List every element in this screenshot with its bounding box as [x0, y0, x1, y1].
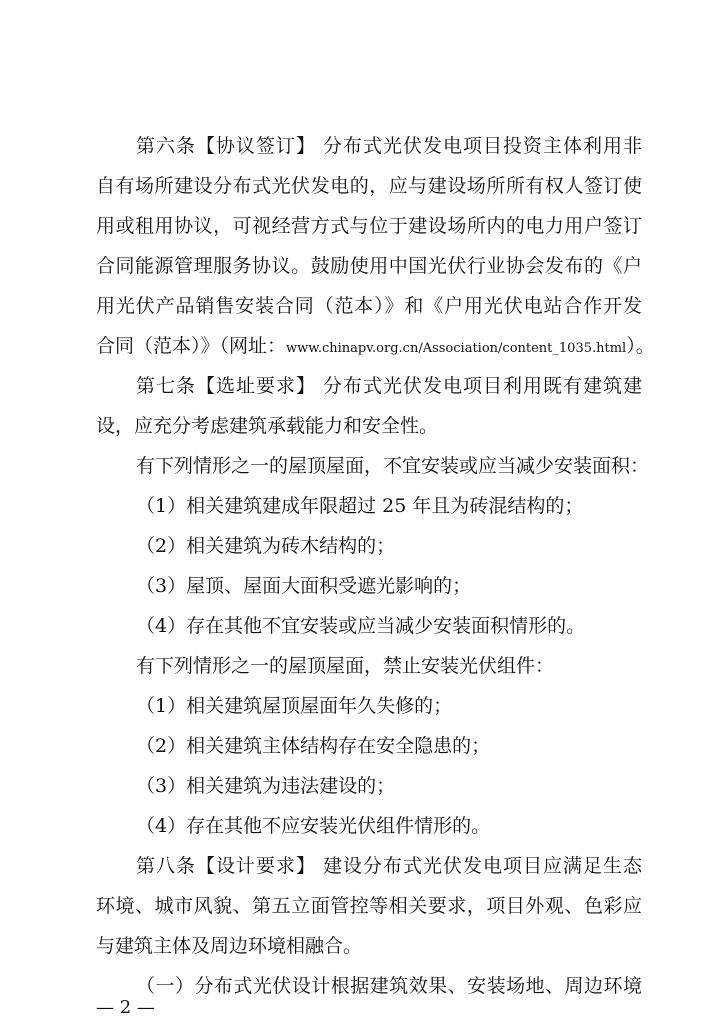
- article-six-body-line: 自有场所建设分布式光伏发电的，应与建设场所所有权人签订使: [96, 175, 642, 197]
- prohibition-intro-line: 有下列情形之一的屋顶屋面，禁止安装光伏组件：: [136, 655, 555, 677]
- article-eight-body-line: 与建筑主体及周边环境相融合。: [96, 935, 363, 957]
- url-prefix-text: 合同（范本）》（网址：: [96, 335, 287, 357]
- prohibition-item-3: （3）相关建筑为违法建设的；: [136, 775, 396, 797]
- article-six-body-line: 用或租用协议，可视经营方式与位于建设场所内的电力用户签订: [96, 215, 642, 237]
- design-section-first-line: （一）分布式光伏设计根据建筑效果、安装场地、周边环境: [136, 975, 642, 997]
- article-six-body-line: 用光伏产品销售安装合同（范本）》和《户用光伏电站合作开发: [96, 295, 642, 317]
- article-eight-heading-line: 第八条【设计要求】 建设分布式光伏发电项目应满足生态: [136, 855, 642, 877]
- page-number: — 2 —: [96, 997, 155, 1018]
- article-seven-body-line: 设，应充分考虑建筑承载能力和安全性。: [96, 415, 439, 437]
- website-url-text: www.chinapv.org.cn/Association/content_1035.html: [286, 341, 627, 356]
- restriction-item-2: （2）相关建筑为砖木结构的；: [136, 535, 396, 557]
- url-suffix-text: ）。: [626, 335, 655, 357]
- article-six-url-line: [96, 328, 655, 364]
- prohibition-item-2: （2）相关建筑主体结构存在安全隐患的；: [136, 735, 491, 757]
- article-six-body-line: 合同能源管理服务协议。鼓励使用中国光伏行业协会发布的《户: [96, 255, 642, 277]
- restriction-item-1: （1）相关建筑建成年限超过 25 年且为砖混结构的；: [136, 495, 584, 517]
- article-six-heading-line: 第六条【协议签订】 分布式光伏发电项目投资主体利用非: [136, 135, 642, 157]
- restriction-item-4: （4）存在其他不宜安装或应当减少安装面积情形的。: [136, 615, 586, 637]
- article-seven-heading-line: 第七条【选址要求】 分布式光伏发电项目利用既有建筑建: [136, 375, 642, 397]
- prohibition-item-4: （4）存在其他不应安装光伏组件情形的。: [136, 815, 491, 837]
- prohibition-item-1: （1）相关建筑屋顶屋面年久失修的；: [136, 695, 453, 717]
- restriction-item-3: （3）屋顶、屋面大面积受遮光影响的；: [136, 575, 472, 597]
- article-eight-body-line: 环境、城市风貌、第五立面管控等相关要求，项目外观、色彩应: [96, 895, 642, 917]
- restriction-intro-line: 有下列情形之一的屋顶屋面，不宜安装或应当减少安装面积：: [136, 455, 650, 477]
